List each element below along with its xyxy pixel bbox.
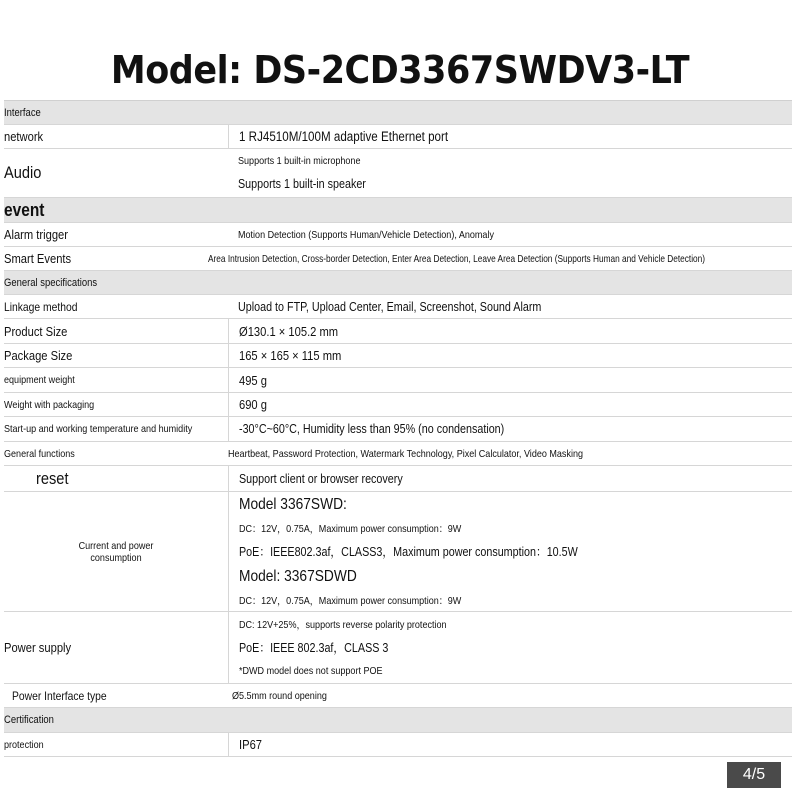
section-general-specs — [4, 271, 792, 295]
table-row-linkage — [4, 295, 792, 319]
row-label: network — [4, 129, 44, 144]
row-label: Alarm trigger — [4, 227, 69, 242]
row-label: Package Size — [4, 348, 73, 363]
table-row-alarm-trigger — [4, 223, 792, 247]
row-label: Current and power consumption — [78, 539, 154, 564]
row-value: 165 × 165 × 115 mm — [228, 344, 792, 367]
table-row-product-size — [4, 319, 792, 344]
section-label: Certification — [4, 714, 54, 726]
table-row-protection — [4, 733, 792, 757]
section-label: Interface — [4, 106, 41, 119]
row-label: Smart Events — [4, 251, 72, 266]
row-value: 1 RJ4510M/100M adaptive Ethernet port — [228, 125, 792, 148]
row-value: Supports 1 built-in microphone Supports 1 built-in speaker — [238, 155, 366, 191]
section-label: General specifications — [4, 276, 98, 289]
row-label: Audio — [4, 163, 42, 182]
row-label: protection — [4, 738, 44, 751]
row-label: Power Interface type — [12, 688, 107, 703]
page-title: Model: DS-2CD3367SWDV3-LT — [110, 48, 690, 92]
table-row-smart-events — [4, 247, 792, 271]
section-certification — [4, 708, 792, 733]
row-value: Upload to FTP, Upload Center, Email, Screenshot, Sound Alarm — [238, 299, 542, 314]
row-value: Motion Detection (Supports Human/Vehicle Detection), Anomaly — [238, 228, 494, 241]
section-label: event — [4, 199, 45, 220]
row-value: Model 3367SWD: DC：12V，0.75A，Maximum power consumption：9W PoE：IEEE802.3af，CLASS3，Maximum power consumption：10.5W Model: 3367SDWD DC：12V，0.75A，Maximum power consumption：9W — [228, 492, 792, 611]
row-label: General functions — [4, 447, 75, 460]
table-row-network — [4, 125, 792, 149]
row-label: Start-up and working temperature and humidity — [4, 423, 193, 435]
table-row-equipment-weight — [4, 368, 792, 393]
row-label: equipment weight — [4, 374, 75, 386]
table-row-package-size — [4, 344, 792, 368]
row-label: Linkage method — [4, 299, 78, 314]
row-label: reset — [36, 468, 69, 488]
spec-table — [4, 100, 792, 752]
table-row-general-functions — [4, 442, 792, 466]
page-indicator: 4/5 — [727, 762, 781, 788]
section-event — [4, 198, 792, 223]
section-interface — [4, 101, 792, 125]
row-value: Ø5.5mm round opening — [232, 689, 327, 702]
row-value: Heartbeat, Password Protection, Watermark Technology, Pixel Calculator, Video Masking — [228, 447, 584, 460]
table-row-power-supply — [4, 612, 792, 684]
table-row-reset — [4, 466, 792, 492]
row-label: Product Size — [4, 323, 68, 339]
row-value: 495 g — [228, 368, 792, 392]
row-value: -30°C~60°C, Humidity less than 95% (no condensation) — [228, 417, 792, 441]
row-value: 690 g — [228, 393, 792, 416]
row-value: Ø130.1 × 105.2 mm — [228, 319, 792, 343]
row-label: Power supply — [4, 640, 72, 655]
table-row-temperature — [4, 417, 792, 442]
table-row-current-power — [4, 492, 792, 612]
row-value: IP67 — [228, 733, 792, 756]
row-value: Area Intrusion Detection, Cross-border Detection, Enter Area Detection, Leave Area Detection (Supports Human and Vehicle Detection) — [208, 252, 706, 265]
table-row-packaging-weight — [4, 393, 792, 417]
row-label: Weight with packaging — [4, 398, 95, 411]
table-row-audio — [4, 149, 792, 198]
row-value: Support client or browser recovery — [228, 466, 792, 491]
row-value: DC: 12V+25%，supports reverse polarity protection PoE：IEEE 802.3af，CLASS 3 *DWD model does not support POE — [228, 612, 792, 683]
table-row-power-interface — [4, 684, 792, 708]
